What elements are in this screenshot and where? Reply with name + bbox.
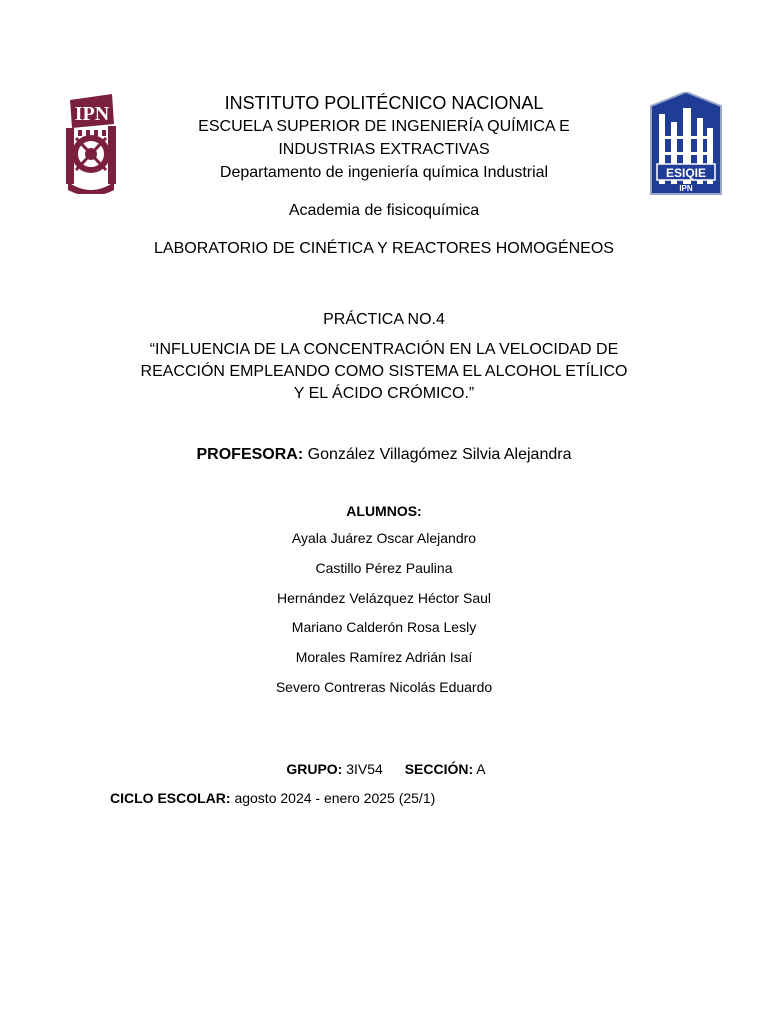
- professor-line: [0, 446, 768, 464]
- school-cycle-value: agosto 2024 - enero 2025 (25/1): [234, 790, 436, 806]
- school-name-line1: ESCUELA SUPERIOR DE INGENIERÍA QUÍMICA E: [198, 118, 570, 135]
- practice-title-line3: Y EL ÁCIDO CRÓMICO.”: [293, 385, 475, 402]
- practice-number: PRÁCTICA NO.4: [323, 311, 445, 328]
- esiqie-logo-text: ESIQIE: [665, 166, 707, 180]
- academy-name: Academia de fisicoquímica: [288, 202, 480, 219]
- group-value: 3IV54: [346, 761, 383, 777]
- group-section-line: [0, 761, 768, 777]
- ipn-logo-text: IPN: [74, 103, 110, 125]
- practice-title-line1: “INFLUENCIA DE LA CONCENTRACIÓN EN LA VELOCIDAD DE: [149, 341, 619, 358]
- students-label: ALUMNOS:: [346, 503, 422, 519]
- section-value: A: [476, 761, 486, 777]
- laboratory-name: LABORATORIO DE CINÉTICA Y REACTORES HOMOGÉNEOS: [154, 240, 614, 257]
- student-name: Mariano Calderón Rosa Lesly: [291, 619, 477, 635]
- professor-label: PROFESORA:: [196, 446, 304, 463]
- school-cycle-line: [110, 790, 435, 806]
- student-name: Morales Ramírez Adrián Isaí: [295, 649, 473, 665]
- student-name: Hernández Velázquez Héctor Saul: [276, 590, 492, 606]
- school-name-line2: INDUSTRIAS EXTRACTIVAS: [278, 141, 490, 158]
- professor-name: González Villagómez Silvia Alejandra: [307, 446, 572, 463]
- student-name: Castillo Pérez Paulina: [315, 560, 453, 576]
- school-cycle-label: CICLO ESCOLAR:: [110, 790, 231, 806]
- practice-title-line2: REACCIÓN EMPLEANDO COMO SISTEMA EL ALCOHOL ETÍLICO: [140, 363, 628, 380]
- student-name: Ayala Juárez Oscar Alejandro: [291, 530, 477, 546]
- student-name: Severo Contreras Nicolás Eduardo: [275, 679, 493, 695]
- department-name: Departamento de ingeniería química Industrial: [219, 164, 549, 181]
- institute-name: INSTITUTO POLITÉCNICO NACIONAL: [224, 93, 544, 113]
- group-label: GRUPO:: [286, 761, 343, 777]
- esiqie-logo-subtext: IPN: [679, 184, 693, 193]
- section-label: SECCIÓN:: [404, 761, 474, 777]
